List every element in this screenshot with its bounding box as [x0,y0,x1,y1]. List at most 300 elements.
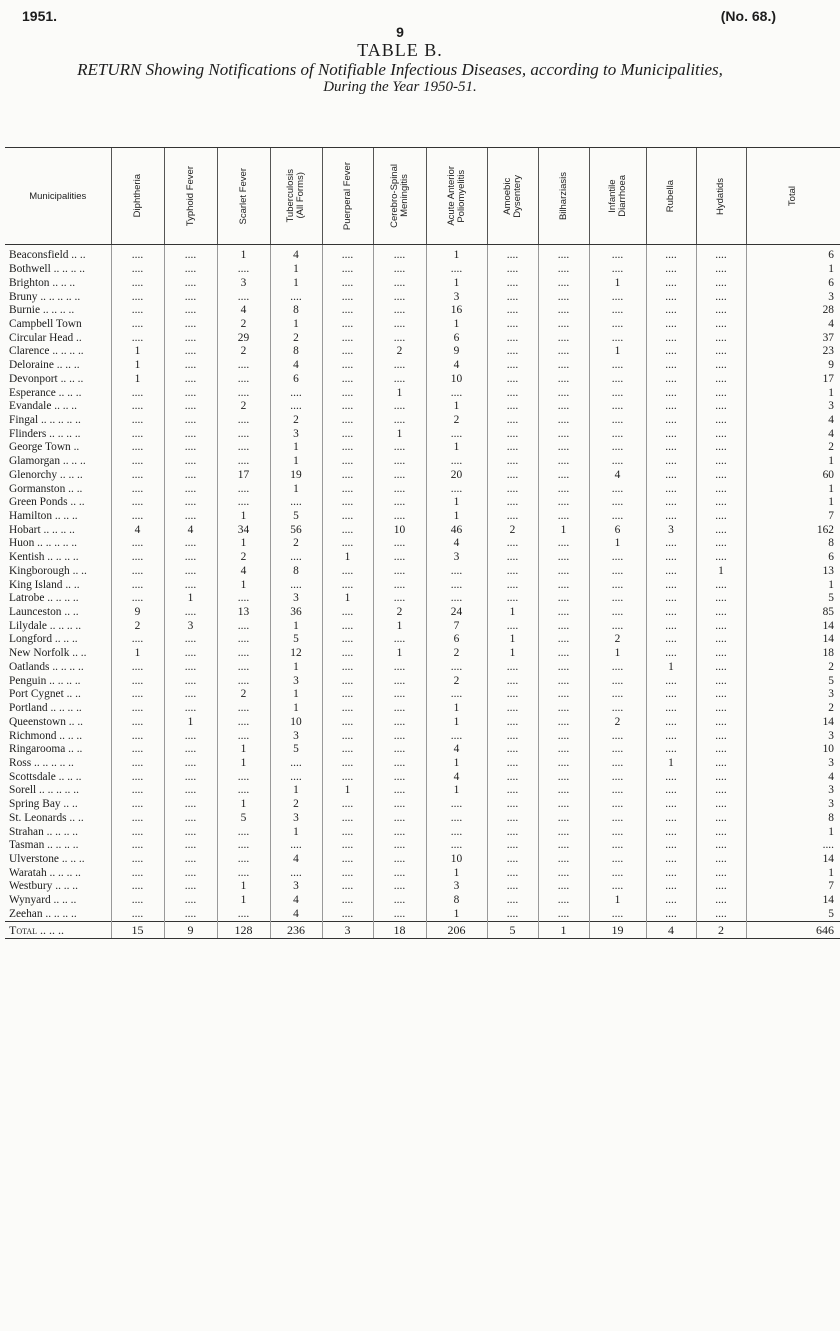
row-total: 4 [746,414,840,428]
cell-value: .... [373,908,426,922]
column-header-label: Puerperal Fever [341,161,353,231]
municipality-name: Total .. .. .. [5,922,111,939]
cell-value: .... [322,245,373,263]
cell-value: .... [373,372,426,386]
cell-value: .... [538,565,589,579]
cell-value: 2 [270,798,322,812]
cell-value: .... [696,318,746,332]
cell-value: .... [646,510,696,524]
cell-value: .... [322,729,373,743]
cell-value: .... [217,414,270,428]
cell-value: .... [538,619,589,633]
cell-value: .... [487,482,538,496]
cell-value: .... [164,578,217,592]
cell-value: 1 [270,441,322,455]
table-row [5,592,840,606]
notifications-table [5,147,840,939]
cell-value: .... [217,702,270,716]
cell-value: .... [696,702,746,716]
cell-value: .... [589,400,646,414]
column-header [646,148,696,245]
cell-value: .... [589,304,646,318]
row-total: 4 [746,770,840,784]
cell-value: .... [322,427,373,441]
cell-value: .... [646,908,696,922]
municipality-name: Wynyard .. .. .. [9,894,77,907]
cell-value: .... [646,245,696,263]
cell-value: .... [111,427,164,441]
table-row [5,688,840,702]
cell-value: .... [217,908,270,922]
municipality-name: Richmond .. .. .. [9,729,83,742]
column-header-label: Total [787,185,799,207]
cell-value: .... [322,606,373,620]
cell-value: .... [589,592,646,606]
cell-value: .... [217,784,270,798]
cell-value: .... [646,386,696,400]
cell-value: .... [111,661,164,675]
table-row [5,647,840,661]
cell-value: .... [538,674,589,688]
cell-value: .... [373,880,426,894]
cell-value: .... [164,496,217,510]
cell-value: .... [538,798,589,812]
cell-value: 1 [217,537,270,551]
cell-value: .... [322,510,373,524]
cell-value: .... [589,702,646,716]
cell-value: .... [164,633,217,647]
table-row [5,276,840,290]
table-row [5,853,840,867]
cell-value: 1 [270,455,322,469]
cell-value: .... [589,866,646,880]
municipality-name: Tasman .. .. .. .. [9,839,79,852]
cell-value: .... [538,318,589,332]
table-row [5,578,840,592]
cell-value: .... [538,908,589,922]
cell-value: .... [426,427,487,441]
cell-value: .... [373,757,426,771]
cell-value: .... [217,619,270,633]
cell-value: .... [646,578,696,592]
cell-value: .... [696,770,746,784]
cell-value: 4 [270,853,322,867]
row-total: 1 [746,263,840,277]
cell-value: 3 [426,880,487,894]
row-total: 8 [746,811,840,825]
cell-value: 3 [426,290,487,304]
cell-value: .... [111,386,164,400]
cell-value: .... [373,715,426,729]
cell-value: .... [646,537,696,551]
cell-value: .... [589,606,646,620]
municipality-name: Deloraine .. .. .. [9,359,80,372]
cell-value: .... [270,386,322,400]
cell-value: .... [696,592,746,606]
cell-value: 1 [322,784,373,798]
cell-value: .... [696,414,746,428]
cell-value: .... [164,551,217,565]
cell-value: 4 [426,743,487,757]
cell-value: .... [322,345,373,359]
cell-value: .... [538,715,589,729]
cell-value: .... [646,304,696,318]
cell-value: .... [646,674,696,688]
cell-value: .... [696,715,746,729]
table-row [5,318,840,332]
municipality-name: Devonport .. .. .. [9,372,84,385]
cell-value: .... [322,441,373,455]
cell-value: .... [373,331,426,345]
cell-value: 1 [270,482,322,496]
cell-value: .... [538,757,589,771]
cell-value: 1 [111,372,164,386]
cell-value: 1 [270,784,322,798]
cell-value: 128 [217,922,270,939]
cell-value: .... [164,894,217,908]
row-total: 6 [746,551,840,565]
cell-value: .... [164,866,217,880]
cell-value: .... [696,441,746,455]
cell-value: .... [111,482,164,496]
cell-value: .... [217,496,270,510]
cell-value: .... [322,290,373,304]
cell-value: .... [373,578,426,592]
cell-value: .... [487,345,538,359]
column-header: Municipalities [5,148,111,245]
cell-value: .... [487,469,538,483]
cell-value: .... [111,853,164,867]
cell-value: .... [538,592,589,606]
cell-value: .... [322,469,373,483]
cell-value: .... [696,510,746,524]
cell-value: .... [696,263,746,277]
cell-value: .... [164,245,217,263]
cell-value: 19 [270,469,322,483]
table-row [5,359,840,373]
cell-value: 16 [426,304,487,318]
table-row [5,839,840,853]
cell-value: .... [270,290,322,304]
cell-value: .... [217,729,270,743]
cell-value: 2 [426,647,487,661]
cell-value: .... [646,331,696,345]
cell-value: .... [164,455,217,469]
table-row [5,619,840,633]
cell-value: .... [487,359,538,373]
cell-value: .... [322,633,373,647]
cell-value: 2 [373,345,426,359]
cell-value: .... [270,551,322,565]
cell-value: .... [111,715,164,729]
cell-value: .... [696,276,746,290]
cell-value: .... [646,633,696,647]
cell-value: .... [538,702,589,716]
cell-value: .... [589,245,646,263]
cell-value: .... [322,318,373,332]
cell-value: .... [696,455,746,469]
row-total: 14 [746,894,840,908]
row-total: 162 [746,523,840,537]
cell-value: .... [164,784,217,798]
municipality-name: Penguin .. .. .. .. [9,674,81,687]
cell-value: .... [426,565,487,579]
cell-value: .... [373,263,426,277]
cell-value: .... [589,578,646,592]
cell-value: .... [164,839,217,853]
municipality-name: Brighton .. .. .. [9,276,76,289]
cell-value: 8 [270,345,322,359]
cell-value: 1 [111,647,164,661]
cell-value: .... [538,880,589,894]
cell-value: 1 [164,715,217,729]
cell-value: .... [164,825,217,839]
cell-value: .... [111,770,164,784]
cell-value: 1 [270,263,322,277]
cell-value: .... [164,702,217,716]
cell-value: 13 [217,606,270,620]
cell-value: .... [589,743,646,757]
cell-value: .... [696,496,746,510]
cell-value: .... [646,647,696,661]
row-total: 9 [746,359,840,373]
municipality-name: Queenstown .. .. [9,715,84,728]
cell-value: .... [164,811,217,825]
cell-value: .... [373,894,426,908]
cell-value: .... [646,345,696,359]
cell-value: .... [589,798,646,812]
cell-value: .... [646,318,696,332]
cell-value: 10 [373,523,426,537]
table-row [5,798,840,812]
cell-value: .... [487,441,538,455]
municipality-name: Gormanston .. .. [9,482,83,495]
cell-value: 17 [217,469,270,483]
cell-value: 3 [164,619,217,633]
cell-value: .... [487,263,538,277]
row-total: 85 [746,606,840,620]
cell-value: .... [646,400,696,414]
cell-value: .... [538,427,589,441]
cell-value: .... [373,482,426,496]
column-header-label: Typhoid Fever [184,165,196,227]
column-header-label: Cerebro-Spinal Meningitis [388,164,410,228]
cell-value: .... [646,811,696,825]
cell-value: .... [487,331,538,345]
cell-value: .... [646,729,696,743]
municipality-name: Strahan .. .. .. .. [9,825,78,838]
cell-value: .... [373,400,426,414]
cell-value: 3 [270,811,322,825]
cell-value: .... [487,427,538,441]
table-row [5,757,840,771]
row-total: 3 [746,784,840,798]
cell-value: .... [217,427,270,441]
municipality-name: Launceston .. .. [9,606,79,619]
cell-value: .... [646,496,696,510]
cell-value: 1 [373,427,426,441]
cell-value: 1 [270,661,322,675]
cell-value: .... [322,263,373,277]
cell-value: .... [646,853,696,867]
cell-value: 24 [426,606,487,620]
cell-value: 9 [426,345,487,359]
column-header [164,148,217,245]
row-total: 14 [746,619,840,633]
cell-value: .... [164,757,217,771]
row-total: 17 [746,372,840,386]
cell-value: 5 [270,510,322,524]
cell-value: 1 [322,551,373,565]
cell-value: .... [373,674,426,688]
cell-value: .... [646,441,696,455]
cell-value: .... [322,400,373,414]
cell-value: 2 [487,523,538,537]
municipality-name: Zeehan .. .. .. .. [9,907,77,920]
table-row [5,245,840,263]
table-row [5,290,840,304]
cell-value: .... [538,263,589,277]
cell-value: .... [164,290,217,304]
cell-value: .... [696,345,746,359]
cell-value: .... [322,839,373,853]
table-period: During the Year 1950-51. [323,79,477,95]
cell-value: .... [373,318,426,332]
cell-value: 8 [270,565,322,579]
cell-value: 1 [538,523,589,537]
cell-value: 1 [270,688,322,702]
cell-value: .... [426,839,487,853]
row-total: 6 [746,276,840,290]
cell-value: .... [696,537,746,551]
cell-value: .... [111,290,164,304]
municipality-name: Ulverstone .. .. .. [9,852,85,865]
table-row [5,729,840,743]
cell-value: 34 [217,523,270,537]
cell-value: .... [538,276,589,290]
cell-value: 4 [270,359,322,373]
cell-value: 4 [646,922,696,939]
row-total: 2 [746,702,840,716]
cell-value: 2 [270,414,322,428]
cell-value: .... [111,578,164,592]
cell-value: 1 [164,592,217,606]
cell-value: .... [111,674,164,688]
cell-value: 9 [111,606,164,620]
cell-value: .... [646,770,696,784]
cell-value: 1 [426,441,487,455]
cell-value: 206 [426,922,487,939]
cell-value: 1 [111,345,164,359]
cell-value: .... [322,496,373,510]
cell-value: .... [322,414,373,428]
table-row [5,880,840,894]
cell-value: .... [111,565,164,579]
cell-value: 2 [589,715,646,729]
cell-value: .... [322,276,373,290]
cell-value: 1 [426,496,487,510]
row-total: 1 [746,455,840,469]
cell-value: 1 [426,276,487,290]
row-total: 646 [746,922,840,939]
municipality-name: Bothwell .. .. .. .. [9,263,85,276]
cell-value: 2 [426,674,487,688]
cell-value: .... [589,784,646,798]
cell-value: 1 [696,565,746,579]
cell-value: .... [538,496,589,510]
cell-value: .... [373,784,426,798]
cell-value: .... [696,551,746,565]
municipality-name: King Island .. .. [9,578,80,591]
cell-value: .... [322,304,373,318]
cell-value: .... [538,386,589,400]
cell-value: .... [646,482,696,496]
municipality-name: Hobart .. .. .. .. [9,523,75,536]
cell-value: 1 [426,702,487,716]
cell-value: 3 [270,729,322,743]
table-row [5,427,840,441]
cell-value: .... [589,619,646,633]
cell-value: .... [164,427,217,441]
municipality-name: Bruny .. .. .. .. .. [9,290,81,303]
row-total: 3 [746,798,840,812]
cell-value: .... [164,510,217,524]
cell-value: 1 [589,345,646,359]
cell-value: 1 [589,537,646,551]
cell-value: 5 [270,633,322,647]
municipality-name: Portland .. .. .. .. [9,702,82,715]
cell-value: .... [322,811,373,825]
cell-value: .... [373,592,426,606]
cell-value: .... [111,496,164,510]
cell-value: 1 [270,825,322,839]
table-row [5,263,840,277]
cell-value: .... [373,743,426,757]
cell-value: .... [646,469,696,483]
cell-value: .... [538,359,589,373]
cell-value: .... [111,245,164,263]
cell-value: .... [538,633,589,647]
cell-value: 5 [270,743,322,757]
cell-value: .... [373,276,426,290]
cell-value: .... [111,894,164,908]
cell-value: .... [589,359,646,373]
cell-value: .... [426,386,487,400]
row-total: 4 [746,318,840,332]
cell-value: .... [322,578,373,592]
cell-value: .... [373,729,426,743]
cell-value: .... [426,482,487,496]
table-row [5,441,840,455]
cell-value: .... [373,441,426,455]
cell-value: .... [487,702,538,716]
cell-value: 1 [589,276,646,290]
cell-value: 12 [270,647,322,661]
cell-value: .... [696,880,746,894]
cell-value: 1 [426,245,487,263]
cell-value: 2 [426,414,487,428]
cell-value: 4 [426,537,487,551]
cell-value: .... [322,674,373,688]
cell-value: 1 [538,922,589,939]
cell-value: 10 [426,853,487,867]
cell-value: .... [373,510,426,524]
page-number: 9 [396,24,404,40]
cell-value: .... [164,798,217,812]
cell-value: 4 [270,908,322,922]
municipality-name: Westbury .. .. .. [9,880,78,893]
table-row [5,304,840,318]
